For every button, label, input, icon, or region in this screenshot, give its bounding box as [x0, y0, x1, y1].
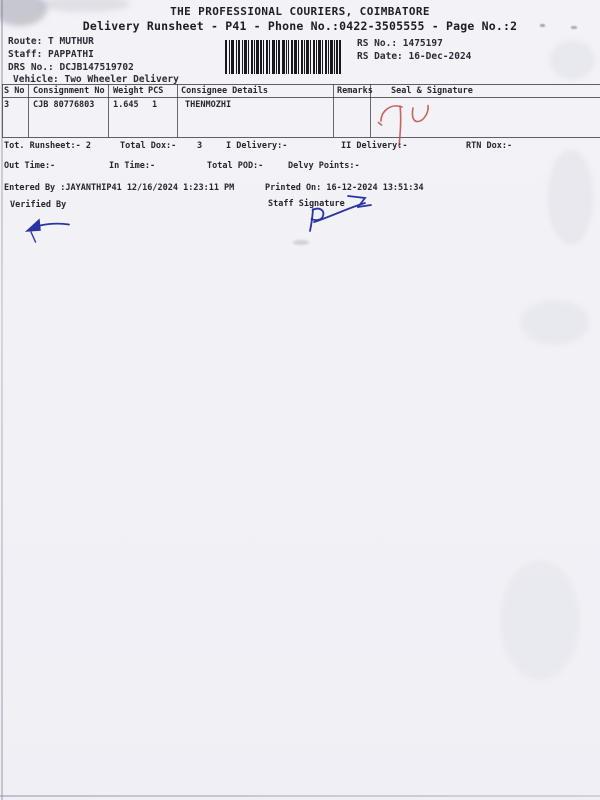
rs-date-line: RS Date: 16-Dec-2024 — [357, 51, 472, 62]
staff-signature-icon — [300, 192, 382, 238]
col-header-seal-signature: Seal & Signature — [391, 86, 473, 96]
table-top-border — [2, 84, 600, 85]
total-dox-label: Total Dox:- — [120, 141, 177, 151]
cell-consignment-no: CJB 80776803 — [33, 100, 95, 110]
delvy-points-field: Delvy Points:- — [288, 161, 360, 171]
printed-on-line: Printed On: 16-12-2024 13:51:34 — [265, 183, 424, 193]
total-pod-field: Total POD:- — [207, 161, 264, 171]
col-header-pcs: PCS — [148, 86, 164, 96]
total-dox-value: 3 — [197, 141, 203, 151]
table-header-border — [2, 97, 600, 98]
tot-runsheet-field: Tot. Runsheet:- 2 — [4, 141, 91, 151]
cell-weight: 1.645 — [113, 100, 139, 110]
bleed-through-mark — [520, 300, 590, 345]
bleed-through-mark — [500, 560, 580, 680]
barcode-icon — [225, 40, 341, 74]
col-header-weight: Weight — [113, 86, 144, 96]
in-time-field: In Time:- — [109, 161, 156, 171]
rs-no-line: RS No.: 1475197 — [357, 38, 443, 49]
col-header-s-no: S No — [4, 86, 25, 96]
page-title: THE PROFESSIONAL COURIERS, COIMBATORE — [170, 5, 430, 18]
table-bottom-border — [2, 137, 600, 138]
out-time-field: Out Time:- — [4, 161, 56, 171]
rtn-dox-field: RTN Dox:- — [466, 141, 513, 151]
verified-by-label: Verified By — [10, 200, 67, 210]
drs-no-line: DRS No.: DCJB147519702 — [8, 62, 134, 73]
cell-pcs: 1 — [152, 100, 158, 110]
cell-s-no: 3 — [4, 100, 10, 110]
col-header-remarks: Remarks — [337, 86, 373, 96]
staff-signature-label: Staff Signature — [268, 199, 345, 209]
scan-bottom-edge — [0, 795, 600, 797]
table-column-border — [2, 84, 3, 137]
ii-delivery-field: II Delivery:- — [341, 141, 408, 151]
page-subtitle: Delivery Runsheet - P41 - Phone No.:0422-3505555 - Page No.:2 — [82, 19, 518, 33]
col-header-consignment-no: Consignment No — [33, 86, 105, 96]
col-header-consignee-details: Consignee Details — [181, 86, 268, 96]
table-column-border — [108, 84, 109, 137]
scan-speck — [293, 240, 309, 245]
i-delivery-field: I Delivery:- — [226, 141, 288, 151]
cell-consignee-details: THENMOZHI — [185, 100, 232, 110]
bleed-through-mark — [548, 150, 593, 245]
table-column-border — [333, 84, 334, 137]
verified-by-signature-icon — [24, 214, 79, 249]
staff-line: Staff: PAPPATHI — [8, 49, 94, 60]
entered-by-line: Entered By :JAYANTHIP41 12/16/2024 1:23:11 PM — [4, 183, 235, 193]
table-column-border — [28, 84, 29, 137]
table-column-border — [177, 84, 178, 137]
vehicle-line: Vehicle: Two Wheeler Delivery — [13, 74, 179, 85]
route-line: Route: T MUTHUR — [8, 36, 94, 47]
bleed-through-mark — [550, 40, 595, 80]
